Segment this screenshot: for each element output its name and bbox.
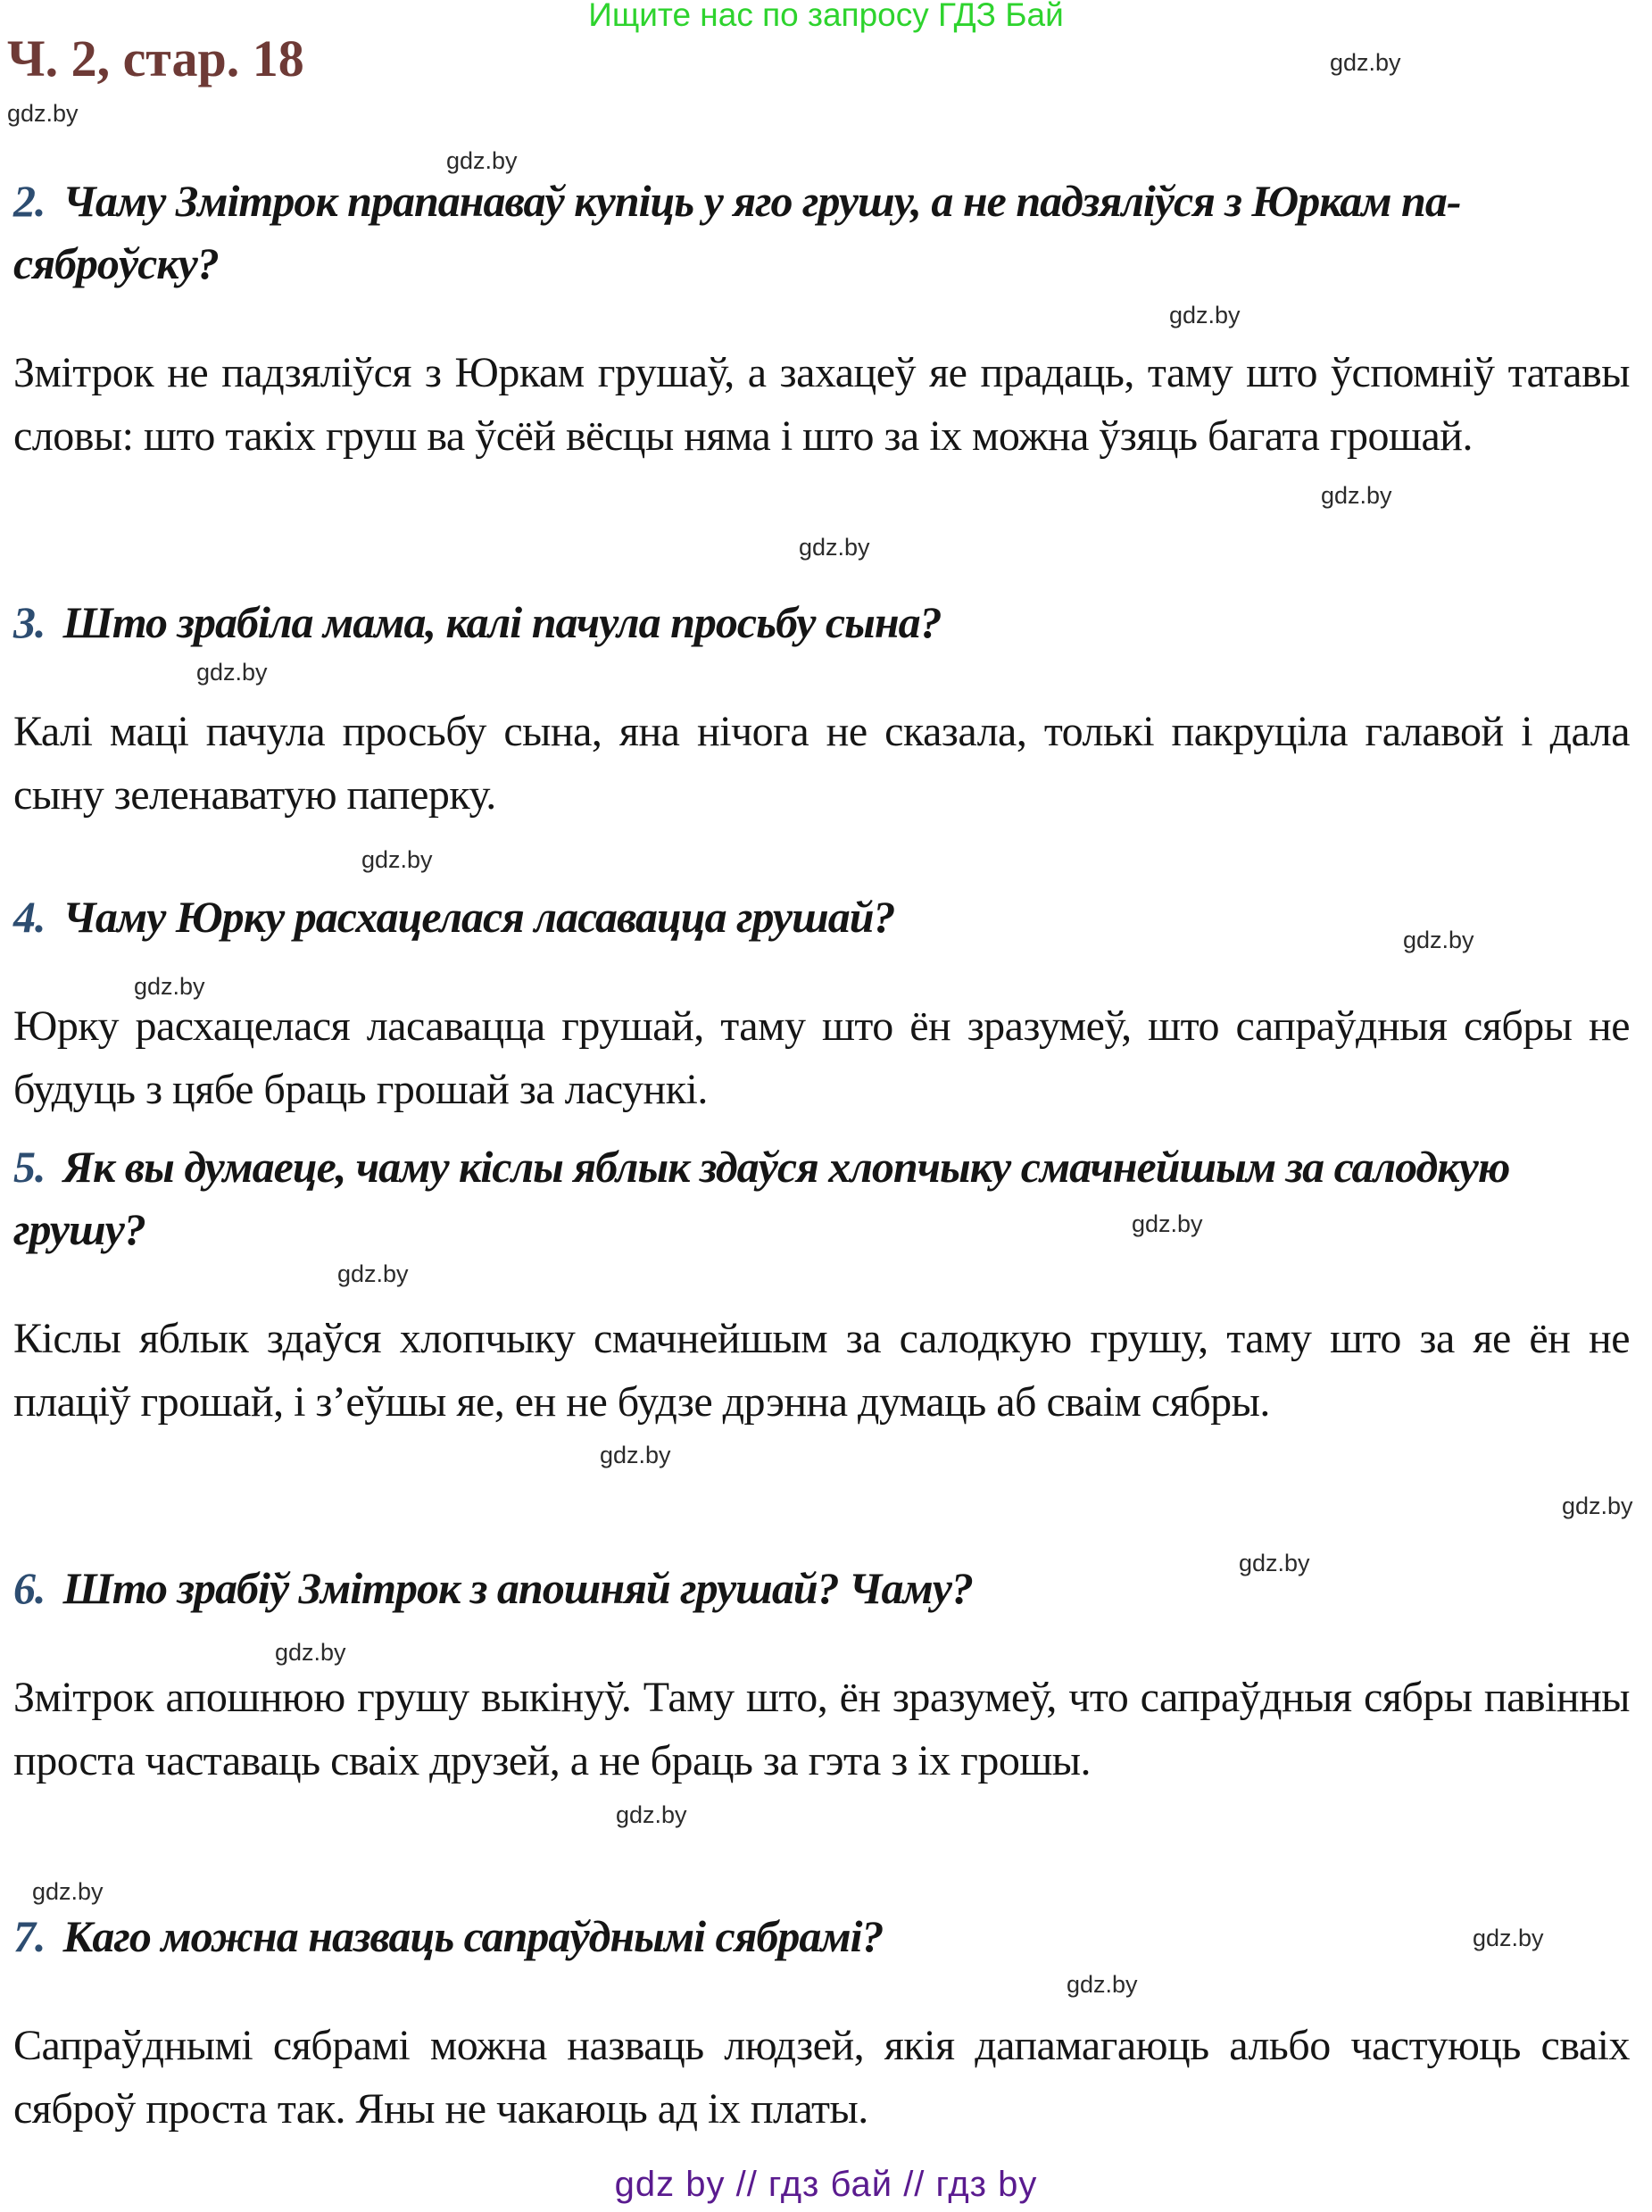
answer-text: Змітрок апошнюю грушу выкінуў. Таму што, ён зразумеў, что сапраўдныя сябры павінны проста частаваць сваіх друзей, а не браць за гэта з іх грошы. [13,1674,1630,1784]
footer-branding: gdz by // гдз бай // гдз by [614,2165,1038,2204]
qa-block [13,1557,1630,1792]
watermark: gdz.by [1321,482,1392,509]
question-text: Што зрабіў Змітрок з апошняй грушай? Чаму? [62,1563,973,1613]
qa-block [13,170,1630,468]
watermark: gdz.by [1239,1550,1310,1576]
qa-block [13,886,1630,1121]
watermark: gdz.by [446,147,518,174]
watermark: gdz.by [1562,1493,1633,1519]
qa-block [13,1135,1630,1434]
question [13,591,1630,653]
watermark: gdz.by [600,1442,671,1468]
question-number: 6. [13,1563,46,1613]
watermark: gdz.by [1067,1971,1138,1998]
watermark: gdz.by [7,100,79,127]
watermark: gdz.by [134,973,205,1000]
watermark: gdz.by [196,659,268,686]
promo-banner: Ищите нас по запросу ГДЗ Бай [588,0,1064,33]
question-number: 2. [13,176,46,226]
question [13,1557,1630,1619]
question [13,170,1630,295]
answer-text: Калі маці пачула просьбу сына, яна нічога не сказала, толькі пакруціла галавой і дала сыну зеленаватую паперку. [13,708,1630,819]
question-text: Чаму Юрку расхацелася ласавацца грушай? [62,892,895,942]
question-number: 3. [13,597,46,647]
watermark: gdz.by [1403,927,1474,953]
qa-block [13,591,1630,827]
watermark: gdz.by [1132,1210,1203,1237]
answer-text: Кіслы яблык здаўся хлопчыку смачнейшым за салодкую грушу, таму што за яе ён не плаціў грошай, і з’еўшы яе, ен не будзе дрэнна думаць аб сваім сябры. [13,1315,1630,1426]
watermark: gdz.by [337,1260,409,1287]
question [13,1135,1630,1260]
watermark: gdz.by [1330,49,1401,76]
question-text: Каго можна назваць сапраўднымі сябрамі? [62,1911,884,1961]
watermark: gdz.by [1169,302,1241,328]
watermark: gdz.by [1473,1925,1544,1951]
question-text: Што зрабіла мама, калі пачула просьбу сына? [62,597,942,647]
question-text: Як вы думаеце, чаму кіслы яблык здаўся хлопчыку смачнейшым за салодкую грушу? [13,1142,1510,1254]
watermark: gdz.by [361,846,433,873]
question-number: 5. [13,1142,46,1192]
question-number: 4. [13,892,46,942]
question-number: 7. [13,1911,46,1961]
watermark: gdz.by [799,534,870,561]
watermark: gdz.by [32,1878,104,1905]
question [13,1905,1630,1967]
answer-text: Змітрок не падзяліўся з Юркам грушаў, а захацеў яе прадаць, таму што ўспомніў татавы словы: што такіх груш ва ўсёй вёсцы няма і што за іх можна ўзяць багата грошай. [13,349,1630,460]
qa-block [13,1905,1630,2141]
question [13,886,1630,948]
watermark: gdz.by [616,1801,687,1828]
question-text: Чаму Змітрок прапанаваў купіць у яго грушу, а не падзяліўся з Юркам па-сяброўску? [13,176,1461,288]
answer-text: Сапраўднымі сябрамі можна назваць людзей, якія дапамагаюць альбо частуюць сваіх сяброў проста так. Яны не чакаюць ад іх платы. [13,2022,1630,2133]
page-title: Ч. 2, стар. 18 [7,29,304,87]
answer-text: Юрку расхацелася ласавацца грушай, таму што ён зразумеў, што сапраўдныя сябры не будуць з цябе браць грошай за ласункі. [13,1002,1630,1113]
watermark: gdz.by [275,1639,346,1666]
